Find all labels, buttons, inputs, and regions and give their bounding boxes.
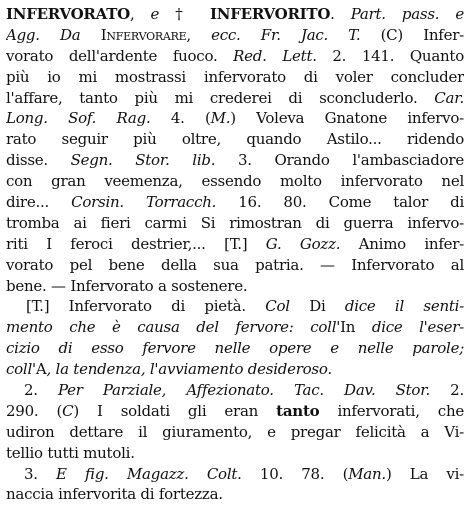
text-segment: 2. xyxy=(430,381,464,400)
text-segment: rato seguir più oltre, quando Astilo... ridendo xyxy=(6,130,464,149)
text-segment: Infervorare xyxy=(100,25,187,44)
text-line xyxy=(6,213,464,234)
text-segment: T. xyxy=(229,234,242,253)
text-segment: E fig. Magazz. Colt. xyxy=(56,464,242,483)
text-segment: C xyxy=(62,401,74,420)
text-segment: Car. xyxy=(434,88,464,107)
text-segment: (C) Infer- xyxy=(360,25,464,44)
text-line xyxy=(6,401,464,422)
text-segment: l'affare, tanto più mi crederei di sconcluderlo. xyxy=(6,88,435,107)
text-segment: ] Infervorato di pietà. xyxy=(43,297,266,316)
text-segment: bene. — Infervorato a sostenere. xyxy=(6,276,248,295)
text-segment: 290. ( xyxy=(6,401,63,420)
text-segment: Agg. Da xyxy=(6,25,101,44)
text-segment: e xyxy=(150,5,160,23)
text-segment: tellio tutti mutoli. xyxy=(6,443,135,462)
text-segment: [ xyxy=(26,297,32,316)
text-segment: vorato dell'ardente fuoco. xyxy=(6,46,234,65)
text-line xyxy=(6,380,464,401)
text-line xyxy=(6,4,464,25)
text-line xyxy=(6,192,464,213)
text-segment: In xyxy=(340,318,372,337)
text-line xyxy=(6,359,464,380)
text-line xyxy=(6,150,464,171)
text-segment: Corsin. Torracch. xyxy=(71,193,217,212)
text-line xyxy=(6,88,464,109)
text-line xyxy=(6,317,464,338)
text-segment: ) La vi- xyxy=(385,464,464,483)
text-segment: dire... xyxy=(6,193,72,212)
text-segment: Segn. Stor. lib. xyxy=(70,151,216,170)
text-segment: mento che è causa del fervore: coll' xyxy=(6,318,341,337)
text-segment: 3. Orando l'ambasciadore xyxy=(215,151,464,170)
text-segment: Long. Sof. Rag. xyxy=(6,109,151,128)
text-segment: ) I soldati gli eran xyxy=(73,401,277,420)
text-segment: T. xyxy=(31,297,44,316)
text-segment: ecc. Fr. Jac. T. xyxy=(211,25,361,44)
text-line xyxy=(6,276,464,297)
text-line xyxy=(6,296,464,317)
text-segment: 3. xyxy=(24,464,57,483)
text-segment: dice l'eser- xyxy=(371,318,464,337)
text-segment: ) Voleva Gnatone infervo- xyxy=(230,109,464,128)
text-line xyxy=(6,108,464,129)
text-segment: , xyxy=(129,5,151,23)
text-line xyxy=(6,129,464,150)
text-segment: A xyxy=(35,360,47,379)
text-segment: † xyxy=(159,5,211,23)
text-line xyxy=(6,171,464,192)
text-segment: , xyxy=(186,25,212,44)
text-segment: infervorati, che xyxy=(319,401,464,420)
text-line xyxy=(6,338,464,359)
text-line xyxy=(6,484,464,505)
text-segment: tanto xyxy=(276,401,320,420)
text-segment: Part. pass. e xyxy=(350,5,464,23)
text-segment: 16. 80. Come talor di xyxy=(216,193,464,212)
text-line xyxy=(6,234,464,255)
text-segment: Man. xyxy=(348,464,386,483)
text-segment: 10. 78. ( xyxy=(241,464,349,483)
text-segment: tromba ai fieri carmi Si rimostran di guerra infervo- xyxy=(6,213,464,232)
text-segment: cizio di esso fervore nelle opere e nelle parole; xyxy=(6,339,464,358)
text-segment: disse. xyxy=(6,151,71,170)
text-line xyxy=(6,422,464,443)
text-segment: , la tendenza, l'avviamento desideroso. xyxy=(46,360,332,379)
text-segment: naccia infervorita di fortezza. xyxy=(6,485,223,504)
text-line xyxy=(6,443,464,464)
text-line xyxy=(6,255,464,276)
text-segment: INFERVORITO xyxy=(210,5,331,23)
text-segment: Red. Lett. xyxy=(233,46,317,65)
text-line xyxy=(6,46,464,67)
text-line xyxy=(6,25,464,46)
text-segment: 4. ( xyxy=(150,109,211,128)
text-segment: Animo infer- xyxy=(340,234,464,253)
text-line xyxy=(6,67,464,88)
text-segment: 2. xyxy=(24,381,58,400)
text-line xyxy=(6,464,464,485)
text-segment: riti I feroci destrier,... [ xyxy=(6,234,230,253)
dictionary-entry-infervorato xyxy=(6,4,464,505)
text-segment: Per Parziale, Affezionato. Tac. Dav. Stor. xyxy=(57,381,431,400)
text-segment: dice il senti- xyxy=(344,297,464,316)
text-segment: Di xyxy=(289,297,345,316)
text-segment: 2. 141. Quanto xyxy=(316,46,464,65)
text-segment: Col xyxy=(265,297,290,316)
text-segment: vorato pel bene della sua patria. — Infervorato al xyxy=(6,255,464,274)
text-segment: G. Gozz. xyxy=(265,234,341,253)
text-segment: INFERVORATO xyxy=(6,5,130,23)
text-segment: M. xyxy=(210,109,231,128)
text-segment: più io mi mostrassi infervorato di voler concluder xyxy=(6,67,464,86)
text-segment: con gran veemenza, essendo molto infervorato nel xyxy=(6,172,464,191)
text-segment: udiron dettare il giuramento, e pregar felicità a Vi- xyxy=(6,422,464,441)
text-segment: . xyxy=(330,5,351,23)
text-segment: coll' xyxy=(6,360,36,379)
text-segment: ] xyxy=(241,234,266,253)
